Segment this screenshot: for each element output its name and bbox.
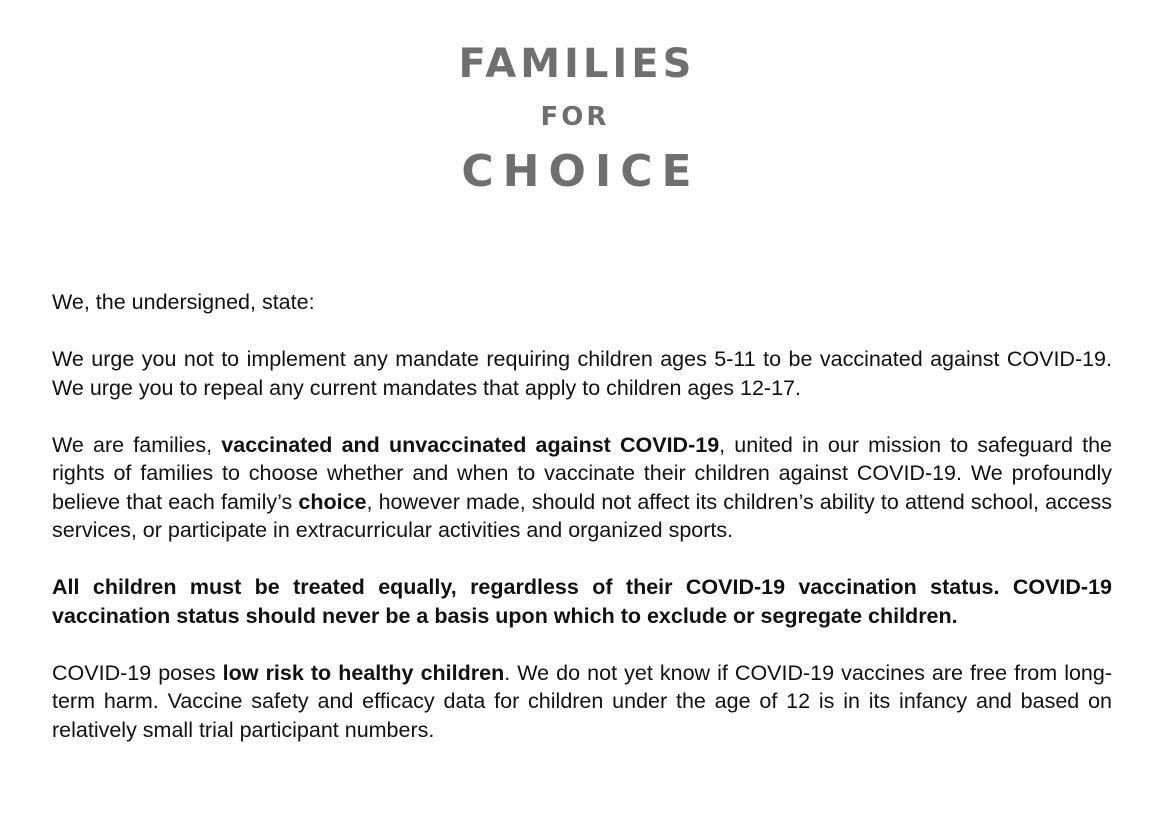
paragraph-mandate-request: We urge you not to implement any mandate requiring children ages 5-11 to be vaccinated against COVID-19. We urge you to repeal any current mandates that apply to children ages 12-17. [52, 347, 1112, 400]
emphasis-equal-treatment: All children must be treated equally, regardless of their COVID-19 vaccination status. COVID-19 vaccination status should never be a basis upon which to exclude or segregate children. [52, 575, 1112, 628]
logo-families-text: FAMILIES [458, 41, 696, 87]
paragraph-text: , united in our mission to safeguard the rights of families to choose whether and when to vaccinate their children against COVID-19. We profoundly believe that each family’s [52, 432, 1112, 514]
paragraph-risk [52, 659, 1112, 745]
paragraph-families-mission [52, 431, 1112, 545]
paragraph-equal-treatment [52, 573, 1112, 630]
paragraph-text: . We do not yet know if COVID-19 vaccines are free from long-term harm. Vaccine safety and efficacy data for children under the age of 12 is in its infancy and based on relatively small trial participant numbers. [52, 660, 1113, 742]
paragraph-text: , however made, should not affect its children’s ability to attend school, access services, or participate in extracurricular activities and organized sports. [52, 489, 1112, 542]
logo-choice-text: CHOICE [461, 146, 701, 197]
emphasis-vaccinated-unvaccinated: vaccinated and unvaccinated against COVID-19 [221, 432, 720, 457]
letter-body [52, 288, 1112, 773]
emphasis-choice: choice [298, 489, 367, 514]
letter-opening: We, the undersigned, state: [52, 290, 315, 314]
paragraph-text: We are families, [52, 432, 222, 457]
logo-for-text: FOR [540, 102, 610, 132]
emphasis-low-risk: low risk to healthy children [222, 660, 505, 685]
paragraph-text: COVID-19 poses [52, 660, 223, 685]
